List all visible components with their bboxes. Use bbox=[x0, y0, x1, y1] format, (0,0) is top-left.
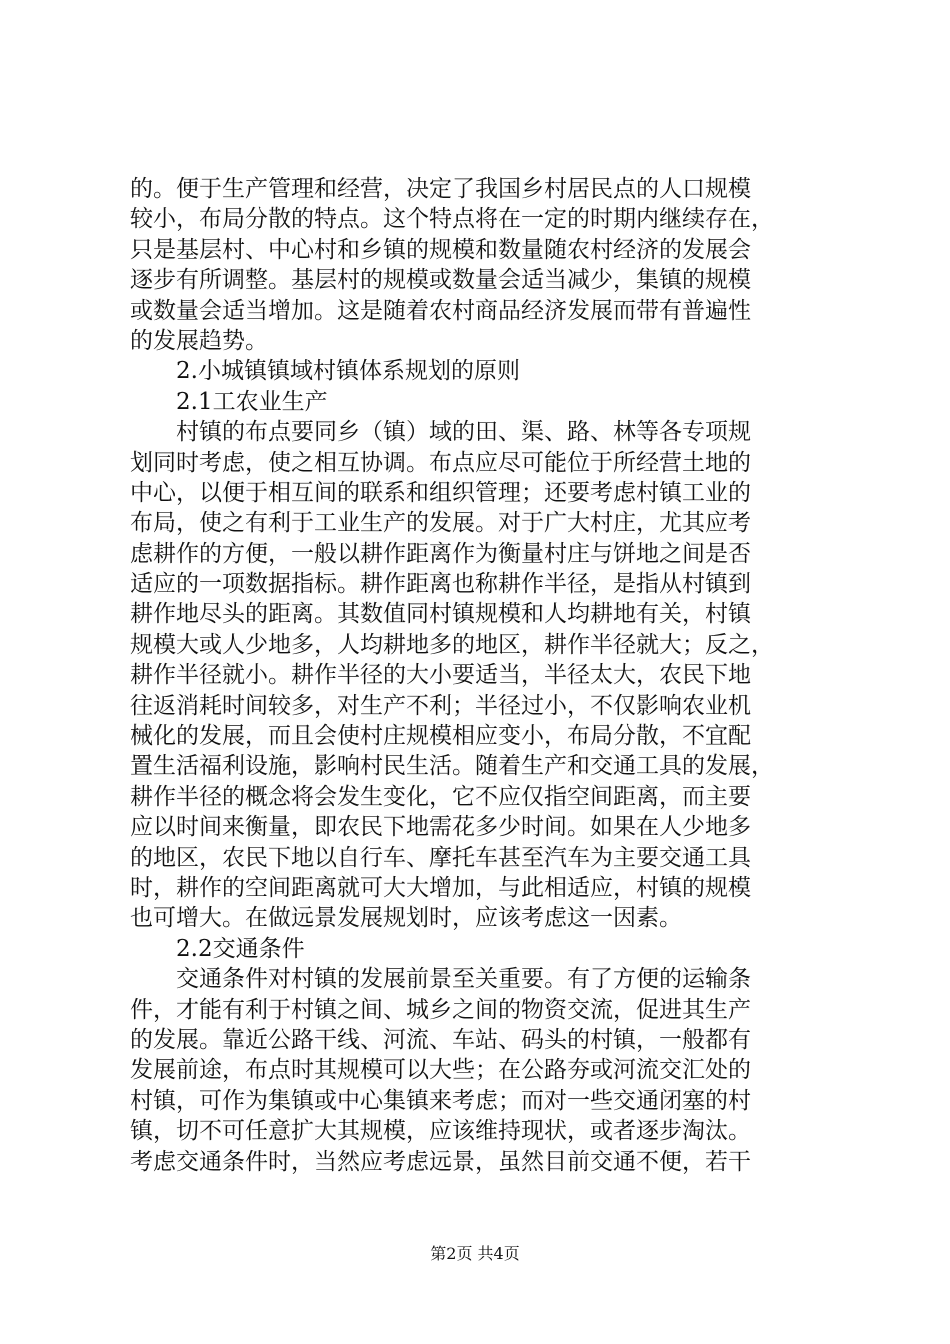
text-line: 划同时考虑，使之相互协调。布点应尽可能位于所经营土地的 bbox=[130, 449, 751, 476]
text-line: 的发展趋势。 bbox=[130, 327, 268, 354]
text-line: 件，才能有利于村镇之间、城乡之间的物资交流，促进其生产 bbox=[130, 996, 751, 1023]
text-line: 村镇的布点要同乡（镇）域的田、渠、路、林等各专项规 bbox=[176, 419, 751, 446]
text-line: 应以时间来衡量，即农民下地需花多少时间。如果在人少地多 bbox=[130, 814, 751, 841]
text-line: 往返消耗时间较多，对生产不利；半径过小，不仅影响农业机 bbox=[130, 692, 751, 719]
text-line: 规模大或人少地多，人均耕地多的地区，耕作半径就大；反之， bbox=[130, 631, 774, 658]
page-number-footer: 第2页 共4页 bbox=[430, 1244, 520, 1263]
text-line: 的地区，农民下地以自行车、摩托车甚至汽车为主要交通工具 bbox=[130, 844, 751, 871]
section-heading: 2.小城镇镇域村镇体系规划的原则 bbox=[176, 358, 520, 385]
document-body bbox=[130, 174, 830, 1177]
text-line: 时，耕作的空间距离就可大大增加，与此相适应，村镇的规模 bbox=[130, 874, 751, 901]
text-line: 耕作半径的概念将会发生变化，它不应仅指空间距离，而主要 bbox=[130, 783, 751, 810]
subsection-heading: 2.1工农业生产 bbox=[176, 388, 328, 415]
text-line: 镇，切不可任意扩大其规模，应该维持现状，或者逐步淘汰。 bbox=[130, 1118, 751, 1145]
text-line: 适应的一项数据指标。耕作距离也称耕作半径，是指从村镇到 bbox=[130, 571, 751, 598]
text-line: 发展前途，布点时其规模可以大些；在公路夯或河流交汇处的 bbox=[130, 1057, 751, 1084]
text-line: 的。便于生产管理和经营，决定了我国乡村居民点的人口规模 bbox=[130, 176, 751, 202]
text-line: 或数量会适当增加。这是随着农村商品经济发展而带有普遍性 bbox=[130, 297, 751, 324]
text-line: 中心，以便于相互间的联系和组织管理；还要考虑村镇工业的 bbox=[130, 479, 751, 506]
text-line: 的发展。靠近公路干线、河流、车站、码头的村镇，一般都有 bbox=[130, 1026, 751, 1053]
text-line: 虑耕作的方便，一般以耕作距离作为衡量村庄与饼地之间是否 bbox=[130, 540, 751, 567]
text-line: 只是基层村、中心村和乡镇的规模和数量随农村经济的发展会 bbox=[130, 236, 751, 263]
text-line: 械化的发展，而且会使村庄规模相应变小，布局分散，不宜配 bbox=[130, 723, 751, 750]
text-line: 较小，布局分散的特点。这个特点将在一定的时期内继续存在， bbox=[130, 206, 774, 233]
text-line: 村镇，可作为集镇或中心集镇来考虑；而对一些交通闭塞的村 bbox=[130, 1087, 751, 1114]
text-line: 布局，使之有利于工业生产的发展。对于广大村庄，尤其应考 bbox=[130, 510, 751, 537]
text-line: 耕作地尽头的距离。其数值同村镇规模和人均耕地有关，村镇 bbox=[130, 601, 751, 628]
text-line: 考虑交通条件时，当然应考虑远景，虽然目前交通不便，若干 bbox=[130, 1148, 751, 1175]
subsection-heading: 2.2交通条件 bbox=[176, 935, 305, 962]
text-line: 交通条件对村镇的发展前景至关重要。有了方便的运输条 bbox=[176, 966, 751, 993]
text-line: 逐步有所调整。基层村的规模或数量会适当减少，集镇的规模 bbox=[130, 267, 751, 294]
text-line: 耕作半径就小。耕作半径的大小要适当，半径太大，农民下地 bbox=[130, 662, 751, 689]
text-line: 置生活福利设施，影响村民生活。随着生产和交通工具的发展， bbox=[130, 753, 774, 780]
text-line: 也可增大。在做远景发展规划时，应该考虑这一因素。 bbox=[130, 905, 682, 932]
